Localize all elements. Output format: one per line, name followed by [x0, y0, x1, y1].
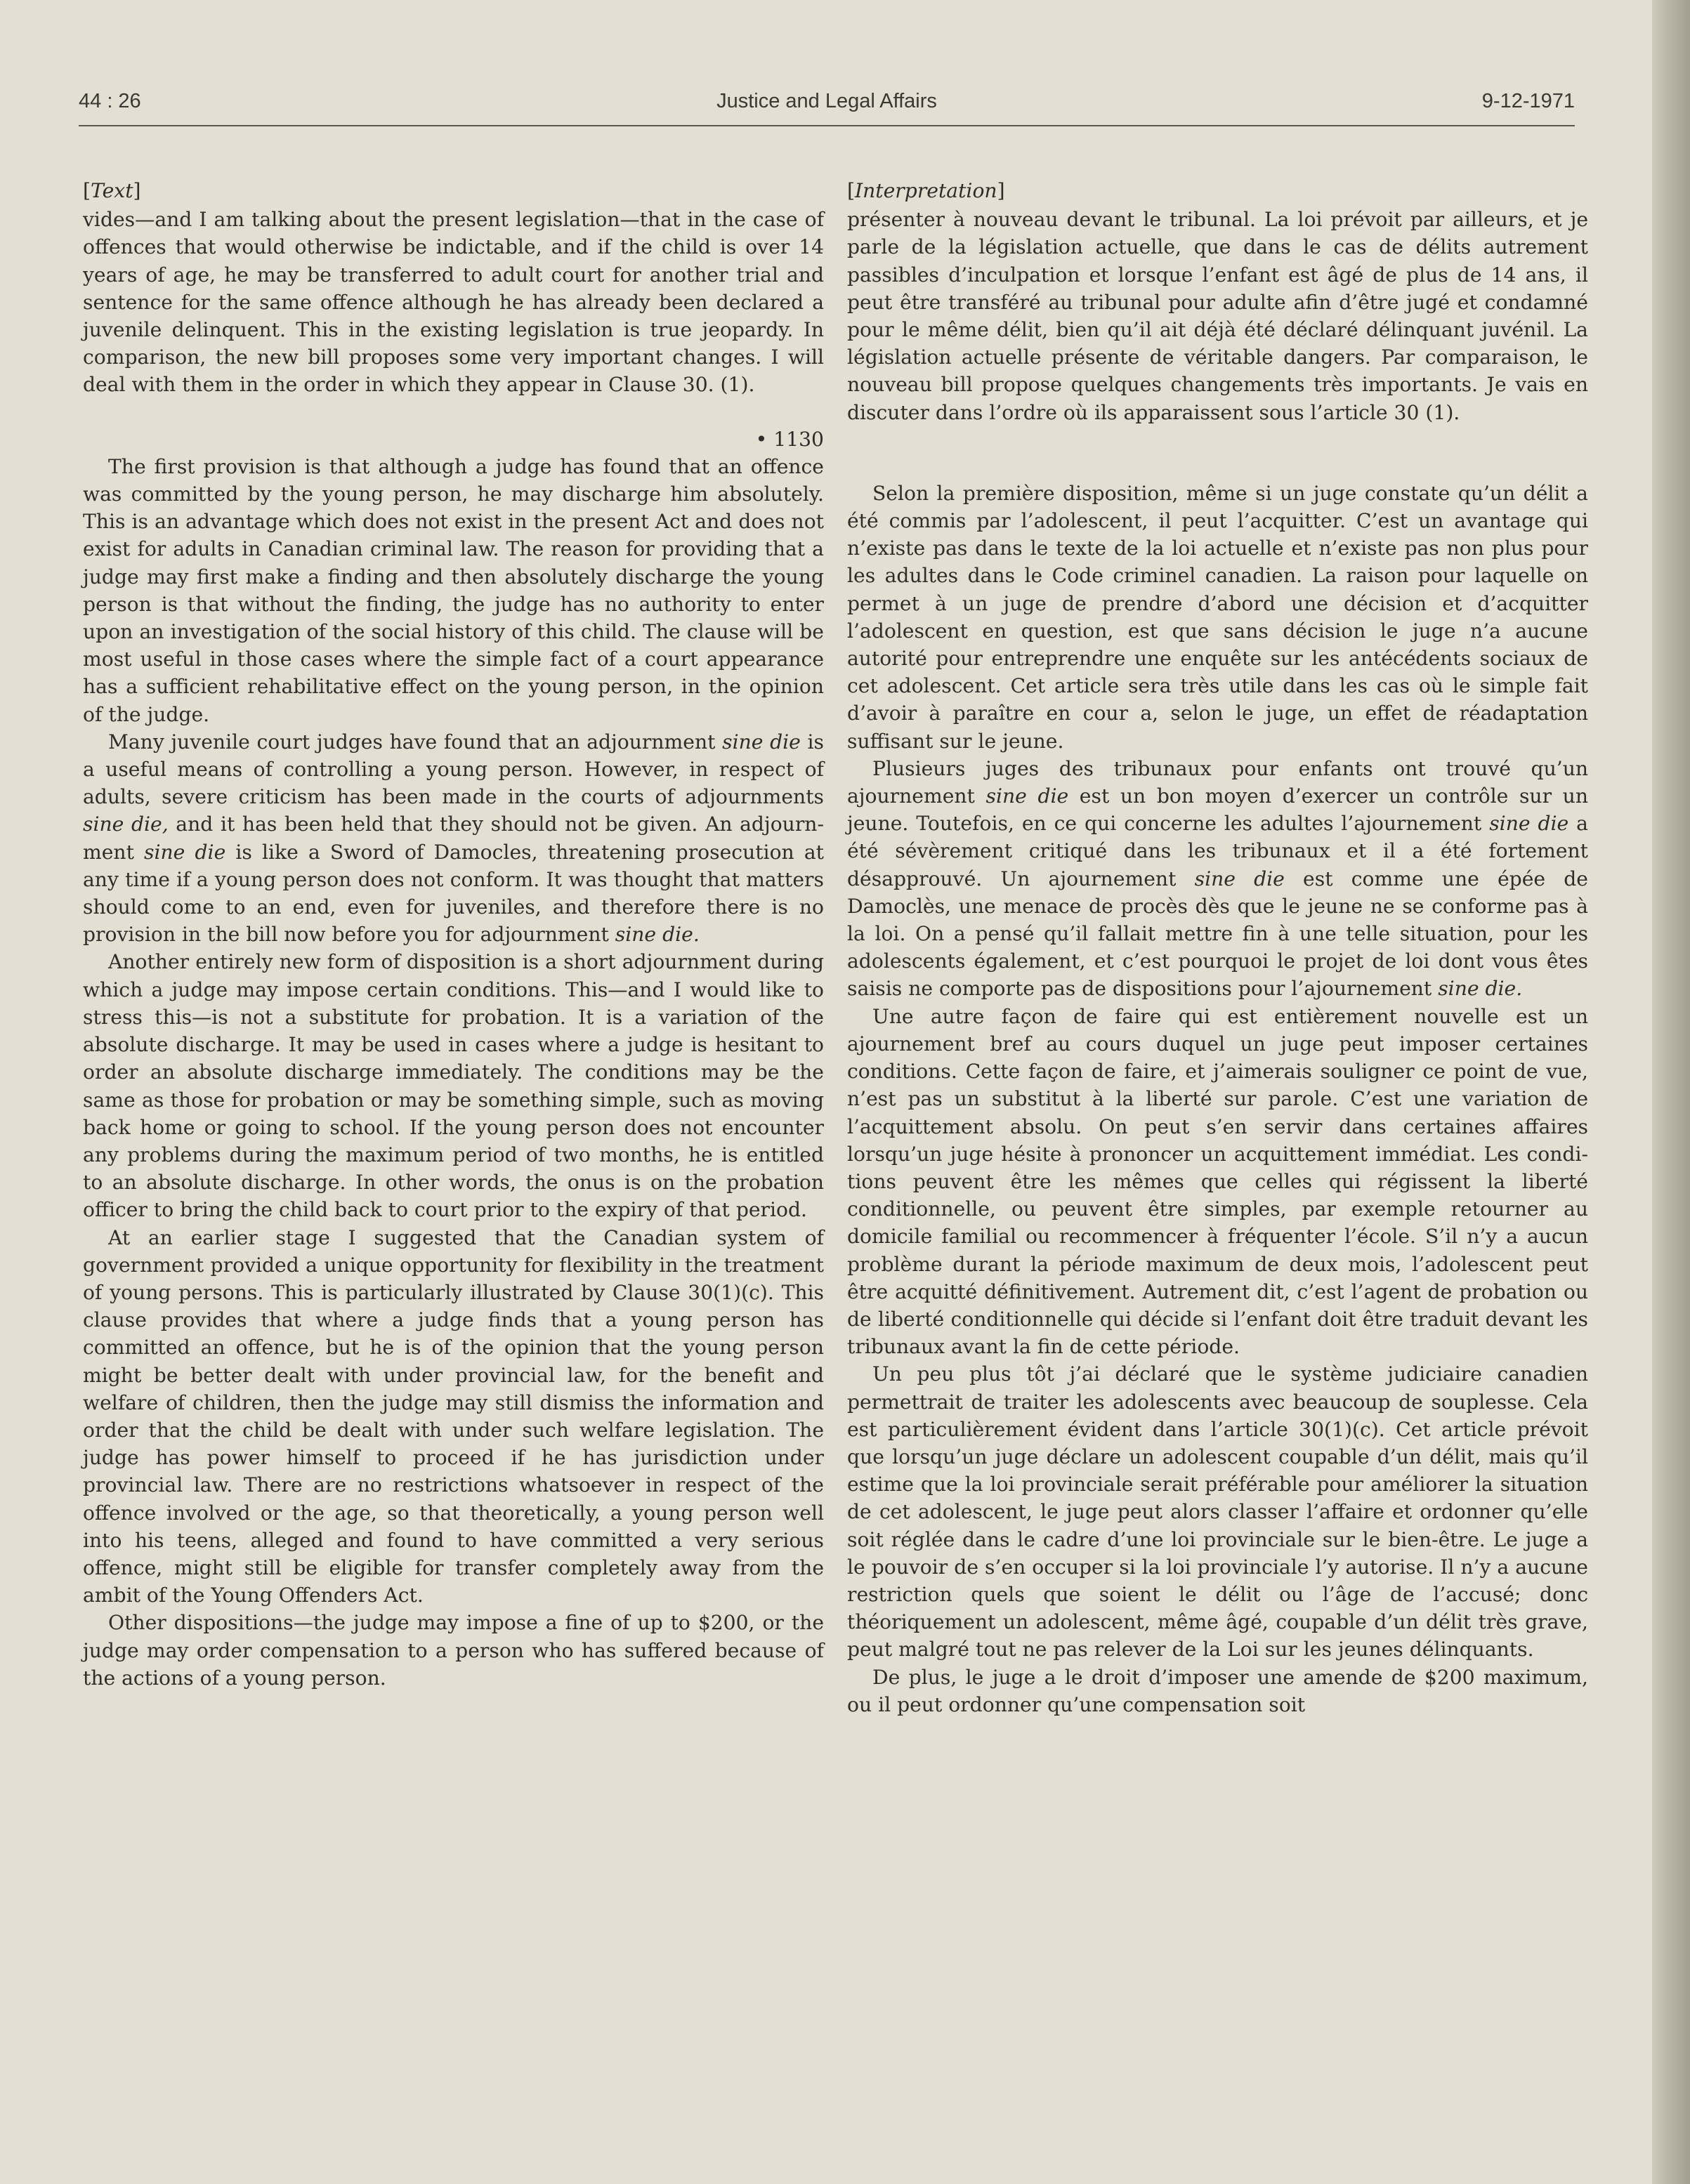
paragraph: Un peu plus tôt j’ai déclaré que le système judiciaire canadien permettrait de traiter les adolescents avec beaucoup de souplesse. Cela est particulièrement évident dans l’article 30(1)(c). Cet article prévoit que lorsqu’un juge déclare un adolescent coupable d’un délit, mais qu’il estime que la loi provinciale serait préférable pour améliorer la situation de cet adolescent, le juge peut alors classer l’affaire et ordonner qu’elle soit réglée dans le cadre d’une loi provinciale sur le bien-être. Le juge a le pouvoir de s’en occuper si la loi provinciale l’y autorise. Il n’y a aucune restriction quels que soient le délit ou l’âge de l’accusé; donc théoriquement un adolescent, même âgé, coupable d’un délit très grave, peut malgré tout ne pas relever de la Loi sur les jeunes délinquants.	[847, 1362, 1588, 1662]
latin-term: sine die	[722, 730, 801, 754]
paragraph: At an earlier stage I suggested that the Canadian system of government provided a unique opportunity for flexibility in the treatment of young persons. This is particularly illustrated by Clause 30(1)(c). This clause provides that where a judge finds that a young person has committed an offence, but he is of the opinion that the young person might be better dealt with under provincial law, for the benefit and welfare of children, then the judge may still dismiss the information and order that the child be dealt with under such welfare legislation. The judge has power himself to proceed if he has jurisdiction under provincial law. There are no restrictions whatsoever in respect of the offence involved or the age, so that theoretically, a young person well into his teens, alleged and found to have committed a very serious offence, might still be eligible for transfer completely away from the ambit of the Young Offenders Act.	[83, 1225, 824, 1607]
paragraph: Other dispositions—the judge may impose a fine of up to $200, or the judge may order compensation to a person who has suffered because of the actions of a young person.	[83, 1611, 824, 1690]
page-binding-edge	[1652, 0, 1690, 2184]
latin-term: sine die.	[1438, 977, 1523, 1001]
english-column	[83, 177, 824, 1692]
paragraph: vides—and I am talking about the present legislation—that in the case of offences that would otherwise be indictable, and if the child is over 14 years of age, he may be transferred to adult court for another trial and sentence for the same offence although he has already been declared a juvenile delinquent. This in the existing legislation is true jeopardy. In comparison, the new bill proposes some very important changes. I will deal with them in the order in which they appear in Clause 30. (1).	[83, 208, 824, 397]
latin-term: sine die	[1194, 867, 1285, 890]
column-label-text: Text	[91, 179, 133, 202]
page-date: 9-12-1971	[1481, 90, 1575, 112]
paragraph: présenter à nouveau devant le tribunal. La loi prévoit par ailleurs, et je parle de la législation actuelle, que dans le cas de délits autrement passibles d’inculpation et lorsque l’enfant est âgé de plus de 14 ans, il peut être transféré au tribunal pour adulte afin d’être jugé et condamné pour le même délit, bien qu’il ait déjà été déclaré délinquant juvénil. La législation actuelle présente de véritable dangers. Par comparaison, le nouveau bill propose quelques changements très importants. Je vais en discuter dans l’ordre où ils apparaissent sous l’article 30 (1).	[847, 208, 1588, 424]
latin-term: sine die	[1489, 812, 1569, 836]
page-number: 44 : 26	[79, 90, 141, 112]
latin-term: sine die	[985, 784, 1069, 808]
column-label: [Interpretation]	[847, 179, 1005, 202]
time-marker: • 1130	[755, 427, 824, 451]
paragraph: Une autre façon de faire qui est entièrement nouvelle est un ajournement bref au cours duquel un juge peut imposer certaines conditions. Cette façon de faire, et j’aimerais souligner ce point de vue, n’est pas un substitut à la liberté sur parole. C’est une variation de l’acquittement absolu. On peut s’en servir dans certaines affaires lorsqu’un juge hésite à prononcer un acquittement immédiat. Les conditions peuvent être les mêmes que celles qui régissent la liberté conditionnelle, ou peuvent être simples, par exemple retourner au domicile familial ou recommencer à fréquenter l’école. S’il n’y a aucun problème durant la période maximum de deux mois, l’adolescent peut être acquitté définitivement. Autrement dit, c’est l’agent de probation ou de liberté conditionnelle qui décide si l’enfant doit être traduit devant les tribunaux avant la fin de cette période.	[847, 1004, 1588, 1359]
paragraph: Plusieurs juges des tribunaux pour enfants ont trouvé qu’un ajournement sine die est un bon moyen d’exercer un contrôle sur un jeune. Toutefois, en ce qui concerne les adultes l’ajournement sine die a été sévèrement critiqué dans les tribunaux et il a été fortement désapprouvé. Un ajournement sine die est comme une épée de Damoclès, une menace de procès dès que le jeune ne se conforme pas à la loi. On a pensé qu’il fallait mettre fin à une telle situation, pour les adolescents également, et c’est pourquoi le projet de loi dont vous êtes saisis ne comporte pas de dispositions pour l’ajournement sine die.	[847, 756, 1588, 1001]
running-title: Justice and Legal Affairs	[716, 90, 937, 112]
paragraph: The first provision is that although a judge has found that an offence was committed by the young person, he may discharge him absolutely. This is an advantage which does not exist in the present Act and does not exist for adults in Canadian criminal law. The reason for providing that a judge may first make a finding and then absolutely discharge the young person is that without the finding, the judge has no authority to enter upon an investigation of the social history of this child. The clause will be most useful in those cases where the simple fact of a court appearance has a sufficient rehabilitative effect on the young person, in the opinion of the judge.	[83, 454, 824, 726]
latin-term: sine die,	[83, 813, 169, 836]
latin-term: sine die.	[615, 923, 700, 947]
paragraph: De plus, le juge a le droit d’imposer une amende de $200 maximum, ou il peut ordonner qu’une compensation soit	[847, 1665, 1588, 1716]
paragraph: Many juvenile court judges have found that an adjournment sine die is a useful means of controlling a young person. However, in respect of adults, severe criticism has been made in the courts of adjournments sine die, and it has been held that they should not be given. An adjournment sine die is like a Sword of Damocles, threatening prosecution at any time if a young person does not conform. It was thought that matters should come to an end, even for juveniles, and therefore there is no provision in the bill now before you for adjournment sine die.	[83, 730, 824, 947]
paragraph: Another entirely new form of disposition is a short adjournment during which a judge may impose certain conditions. This—and I would like to stress this—is not a substitute for probation. It is a variation of the absolute discharge. It may be used in cases where a judge is hesitant to order an absolute discharge immediately. The conditions may be the same as those for probation or may be something simple, such as moving back home or going to school. If the young person does not encounter any problems during the maximum period of two months, he is entitled to an absolute discharge. In other words, the onus is on the probation officer to bring the child back to court prior to the expiry of that period.	[83, 950, 824, 1222]
paragraph: Selon la première disposition, même si un juge constate qu’un délit a été commis par l’adolescent, il peut l’acquitter. C’est un avantage qui n’existe pas dans le texte de la loi actuelle et n’existe pas non plus pour les adultes dans le Code criminel canadien. La raison pour laquelle on permet à un juge de prendre d’abord une décision et d’acquitter l’adolescent en question, est que sans décision le juge n’a aucune autorité pour entreprendre une enquête sur les antécédents sociaux de cet adolescent. Cet article sera très utile dans les cas où le simple fait d’avoir à paraître en cour a, selon le juge, un effet de réadaptation suffisant sur le jeune.	[847, 481, 1588, 753]
french-column	[847, 177, 1588, 1718]
latin-term: sine die	[144, 840, 226, 864]
paragraph-gap	[847, 426, 1588, 480]
page-header	[79, 90, 1575, 125]
column-label-text: Interpretation	[855, 179, 997, 202]
column-label: [Text]	[83, 179, 141, 202]
header-rule	[79, 125, 1575, 126]
